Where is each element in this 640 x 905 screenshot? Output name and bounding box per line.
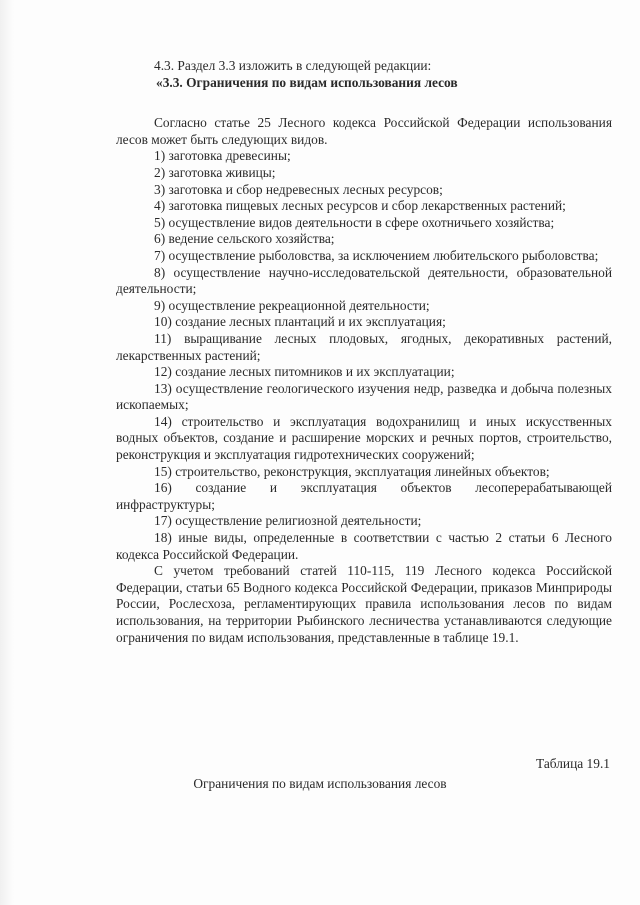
paragraph-conclusion: С учетом требований статей 110-115, 119 Лесного кодекса Российской Федерации, статьи 65 Водного кодекса Российской Федерации, приказов Минприроды России, Рослесхоза, регламентирующих правила использования лесов по видам использования, на территории Рыбинского лесничества устанавливаются следующие ограничения по видам использования, представленные в таблице 19.1. bbox=[116, 563, 612, 645]
list-item: 17) осуществление религиозной деятельности; bbox=[154, 513, 422, 529]
list-item: 2) заготовка живицы; bbox=[154, 164, 276, 180]
list-item: 1) заготовка древесины; bbox=[154, 148, 291, 164]
list-item: 7) осуществление рыболовства, за исключением любительского рыболовства; bbox=[154, 247, 599, 263]
paragraph-intro: Согласно статье 25 Лесного кодекса Российской Федерации использования лесов может быть следующих видов. bbox=[116, 115, 612, 147]
list-item: 15) строительство, реконструкция, эксплуатация линейных объектов; bbox=[154, 463, 550, 479]
table-caption: Таблица 19.1 bbox=[535, 756, 610, 771]
list-item: 6) ведение сельского хозяйства; bbox=[154, 231, 335, 247]
list-item: 13) осуществление геологического изучения недр, разведка и добыча полезных ископаемых; bbox=[116, 380, 612, 413]
list-item: 10) создание лесных плантаций и их эксплуатация; bbox=[154, 314, 446, 330]
table-title: Ограничения по видам использования лесов bbox=[193, 776, 447, 791]
document-body bbox=[116, 58, 612, 646]
list-item: 11) выращивание лесных плодовых, ягодных, декоративных растений, лекарственных растений; bbox=[116, 330, 612, 363]
list-item: 14) строительство и эксплуатация водохранилищ и иных искусственных водных объектов, создание и расширение морских и речных портов, строительство, реконструкция и эксплуатация гидротехнических сооружений; bbox=[116, 413, 612, 463]
list-item: 12) создание лесных питомников и их эксплуатации; bbox=[154, 364, 455, 380]
list-item: 18) иные виды, определенные в соответствии с частью 2 статьи 6 Лесного кодекса Российской Федерации. bbox=[116, 530, 612, 562]
section-intro: 4.3. Раздел 3.3 изложить в следующей редакции: bbox=[154, 58, 432, 73]
list-item: 4) заготовка пищевых лесных ресурсов и сбор лекарственных растений; bbox=[154, 198, 566, 214]
scan-edge-shadow bbox=[0, 0, 14, 905]
list-item: 5) осуществление видов деятельности в сфере охотничьего хозяйства; bbox=[154, 214, 555, 230]
list-item: 3) заготовка и сбор недревесных лесных ресурсов; bbox=[154, 181, 443, 197]
list-item: 9) осуществление рекреационной деятельности; bbox=[154, 297, 430, 313]
list-item: 8) осуществление научно-исследовательской деятельности, образовательной деятельности; bbox=[116, 264, 612, 297]
list-item: 16) создание и эксплуатация объектов лесоперерабатывающей инфраструктуры; bbox=[116, 480, 612, 512]
section-title: «3.3. Ограничения по видам использования лесов bbox=[156, 74, 458, 90]
spacer bbox=[116, 91, 612, 115]
